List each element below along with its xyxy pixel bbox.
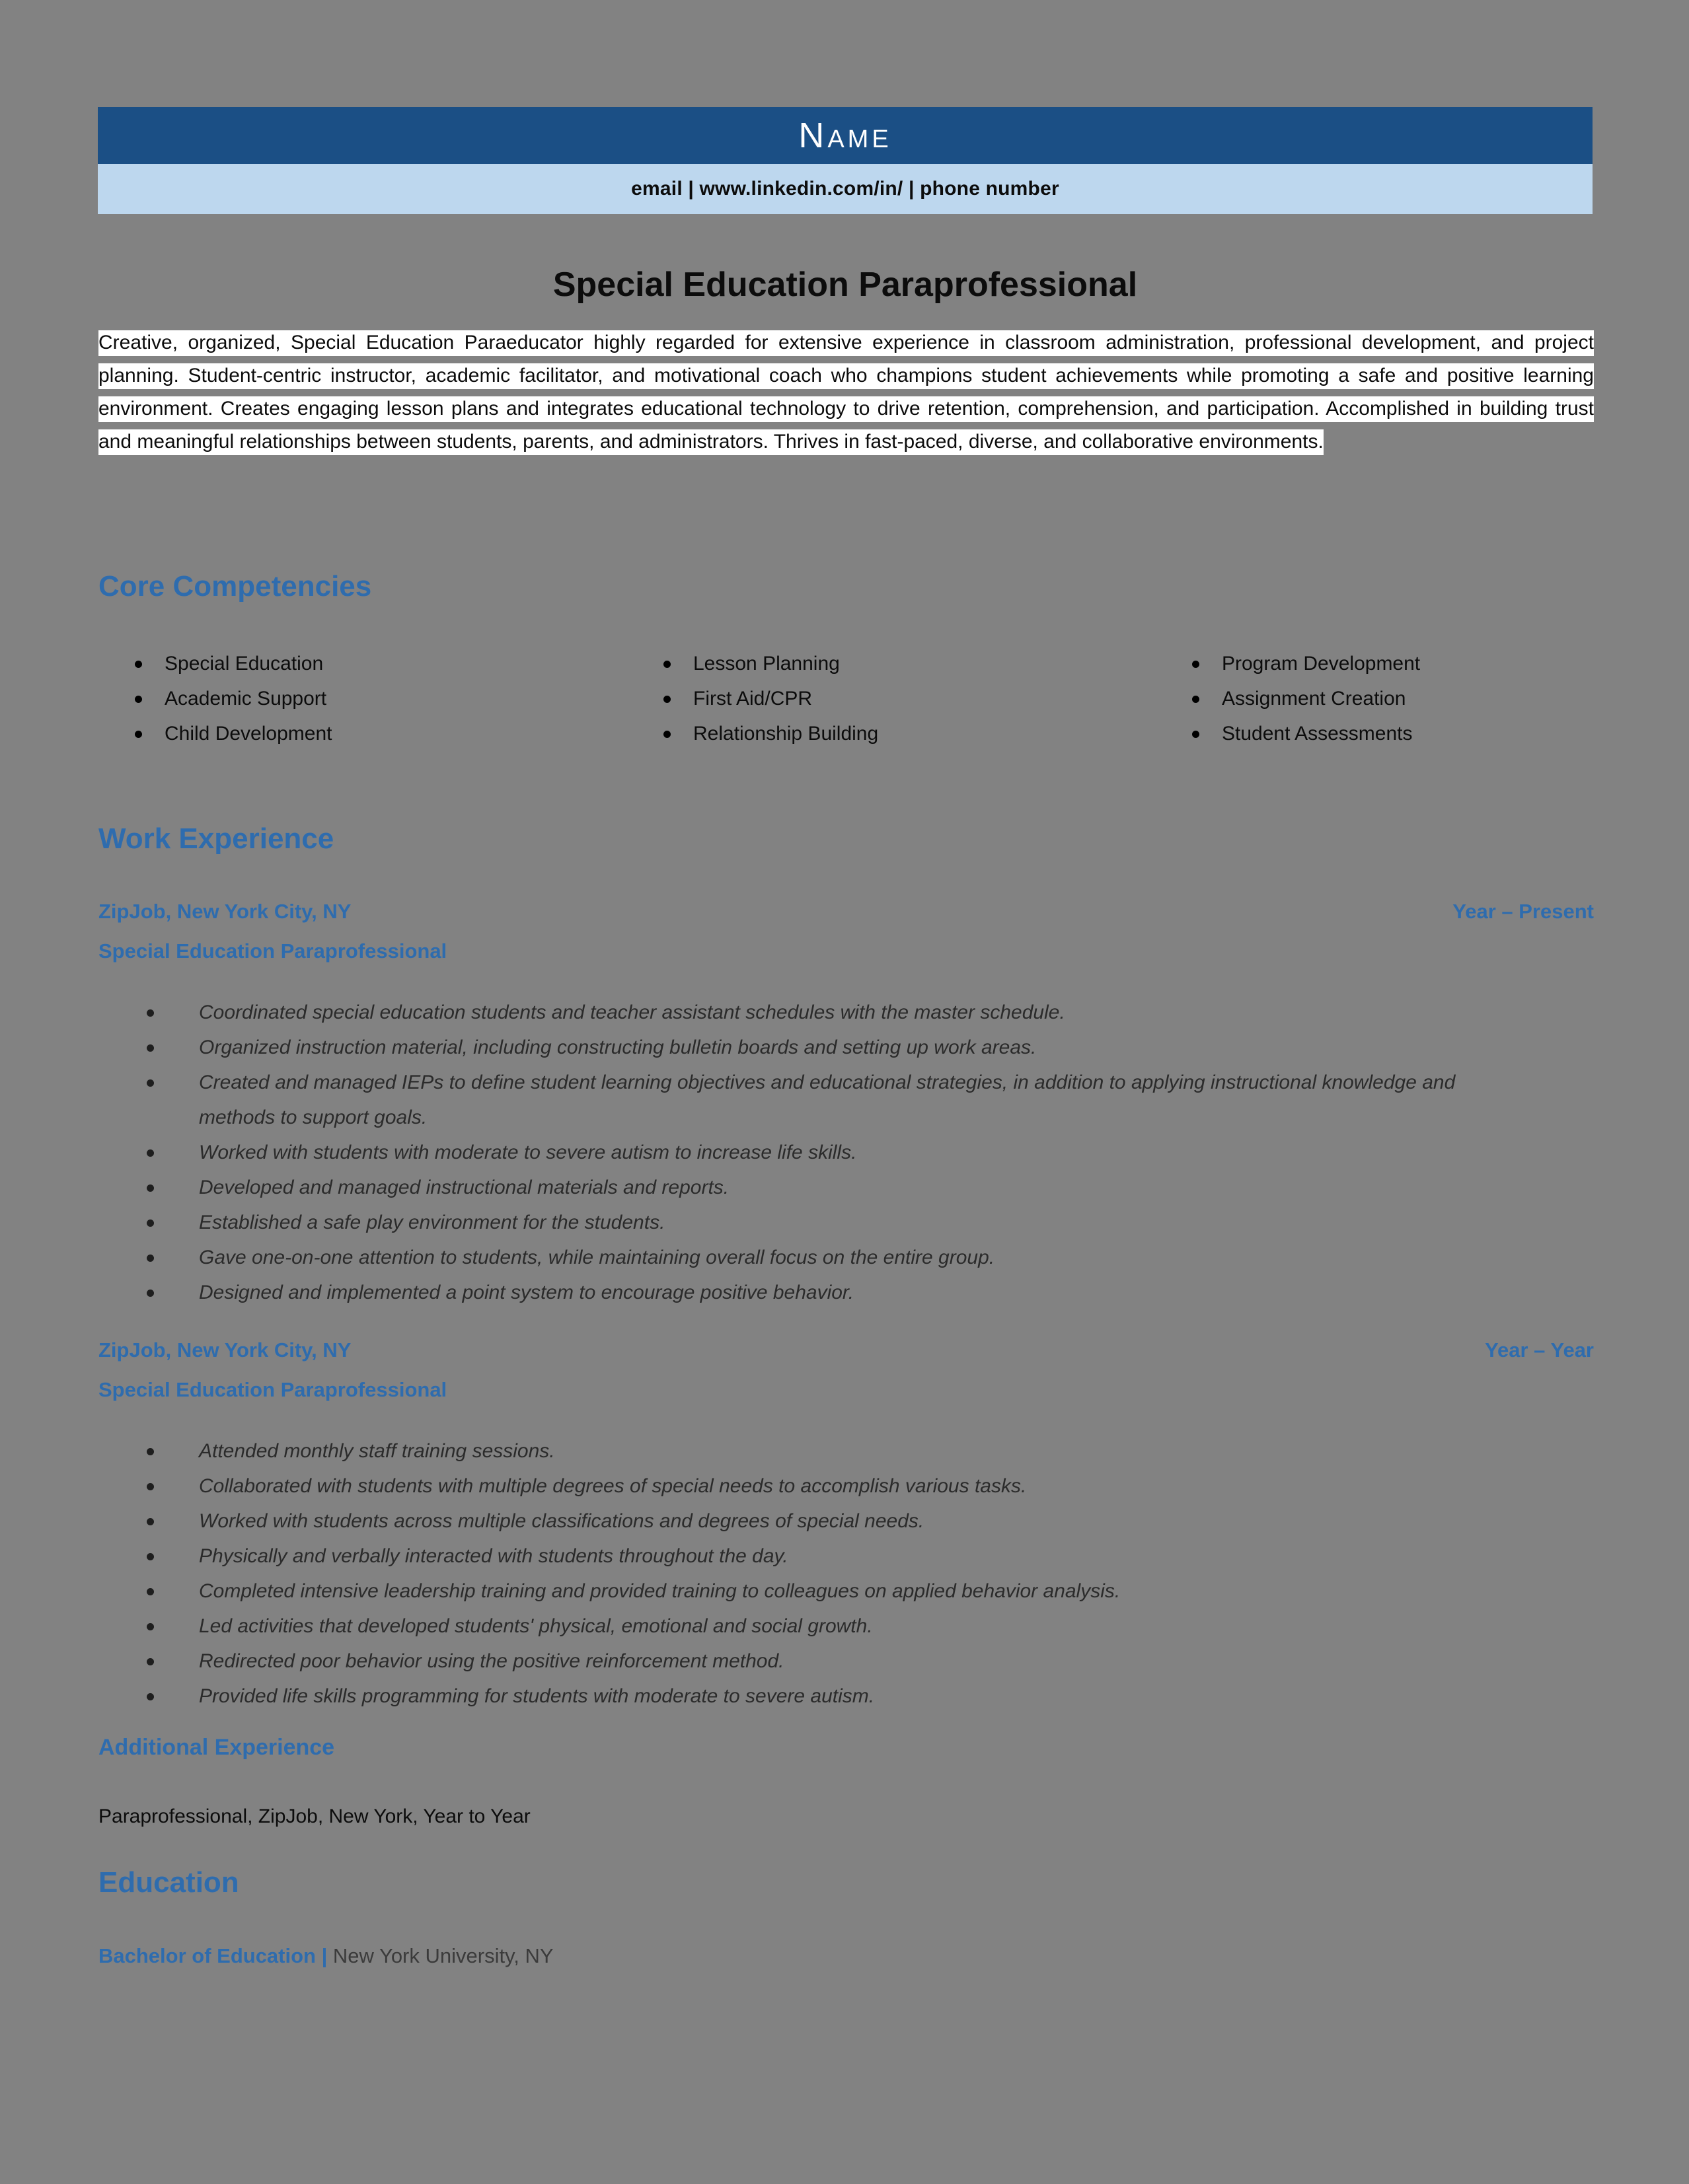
competency-label: Academic Support	[165, 688, 327, 710]
bullet-dot-icon	[135, 696, 142, 703]
job-company: ZipJob, New York City, NY	[98, 1338, 352, 1362]
list-item	[1156, 681, 1594, 716]
bullet-text: Created and managed IEPs to define student learning objectives and educational strategies, in addition to applying instructional knowledge and methods to support goals.	[199, 1072, 1456, 1128]
competency-column-1	[98, 646, 627, 751]
bullet-dot-icon	[147, 1184, 154, 1192]
job-bullet-list	[98, 995, 1594, 1310]
list-item	[98, 1644, 1594, 1679]
list-item	[627, 646, 1156, 681]
list-item	[98, 1504, 1594, 1539]
competency-label: Lesson Planning	[693, 653, 840, 674]
bullet-dot-icon	[147, 1290, 154, 1297]
job-role: Special Education Paraprofessional	[98, 939, 447, 963]
bullet-text: Led activities that developed students' physical, emotional and social growth.	[199, 1615, 873, 1637]
list-item	[98, 716, 627, 751]
section-heading-core-competencies: Core Competencies	[98, 570, 372, 602]
bullet-dot-icon	[147, 1448, 154, 1455]
competency-label: Assignment Creation	[1222, 688, 1406, 710]
bullet-text: Worked with students across multiple classifications and degrees of special needs.	[199, 1510, 924, 1532]
competency-column-2	[627, 646, 1156, 751]
job-header	[98, 897, 1594, 931]
bullet-dot-icon	[663, 696, 671, 703]
list-item	[98, 681, 627, 716]
bullet-text: Coordinated special education students and teacher assistant schedules with the master schedule.	[199, 1001, 1065, 1023]
education-entry	[98, 1942, 554, 1970]
job-header	[98, 1336, 1594, 1370]
job-role: Special Education Paraprofessional	[98, 1378, 447, 1401]
list-item	[1156, 716, 1594, 751]
list-item	[1156, 646, 1594, 681]
bullet-dot-icon	[147, 1219, 154, 1227]
competency-label: First Aid/CPR	[693, 688, 813, 710]
list-item	[98, 1679, 1594, 1714]
additional-experience-entry: Paraprofessional, ZipJob, New York, Year to Year	[98, 1805, 531, 1827]
bullet-dot-icon	[135, 731, 142, 738]
bullet-text: Gave one-on-one attention to students, while maintaining overall focus on the entire group.	[199, 1247, 995, 1268]
bullet-dot-icon	[147, 1693, 154, 1700]
bullet-dot-icon	[663, 731, 671, 738]
list-item	[98, 1434, 1594, 1469]
section-heading-additional-experience: Additional Experience	[98, 1735, 335, 1760]
competency-label: Student Assessments	[1222, 723, 1413, 745]
bullet-dot-icon	[1192, 696, 1199, 703]
competency-label: Relationship Building	[693, 723, 879, 745]
bullet-dot-icon	[147, 1658, 154, 1665]
education-separator: |	[321, 1944, 328, 1967]
bullet-text: Completed intensive leadership training and provided training to colleagues on applied behavior analysis.	[199, 1580, 1121, 1602]
bullet-text: Provided life skills programming for students with moderate to severe autism.	[199, 1685, 875, 1707]
bullet-dot-icon	[147, 1009, 154, 1017]
competency-label: Program Development	[1222, 653, 1421, 674]
list-item	[98, 1170, 1594, 1205]
page-title: Special Education Paraprofessional	[552, 266, 1138, 304]
list-item	[98, 1609, 1594, 1644]
bullet-dot-icon	[147, 1553, 154, 1560]
job-dates: Year – Present	[1452, 900, 1594, 923]
list-item	[98, 1030, 1594, 1065]
professional-summary	[98, 326, 1594, 458]
list-item	[98, 1469, 1594, 1504]
bullet-text: Redirected poor behavior using the positive reinforcement method.	[199, 1650, 784, 1672]
list-item	[98, 995, 1594, 1030]
list-item	[98, 1135, 1594, 1170]
section-heading-education: Education	[98, 1866, 239, 1899]
list-item	[98, 646, 627, 681]
competency-column-3	[1156, 646, 1594, 751]
bullet-dot-icon	[147, 1588, 154, 1595]
bullet-text: Physically and verbally interacted with students throughout the day.	[199, 1545, 788, 1567]
competency-label: Special Education	[165, 653, 324, 674]
job-company: ZipJob, New York City, NY	[98, 900, 352, 923]
bullet-dot-icon	[663, 661, 671, 668]
name-banner	[98, 107, 1593, 164]
bullet-text: Designed and implemented a point system to encourage positive behavior.	[199, 1282, 854, 1303]
list-item	[98, 1240, 1594, 1275]
bullet-dot-icon	[1192, 661, 1199, 668]
work-experience-entry	[98, 1336, 1594, 1714]
job-dates: Year – Year	[1485, 1338, 1594, 1362]
bullet-dot-icon	[147, 1623, 154, 1630]
list-item	[98, 1205, 1594, 1240]
education-school: New York University, NY	[332, 1944, 554, 1967]
core-competencies-grid	[98, 646, 1594, 751]
bullet-dot-icon	[147, 1518, 154, 1525]
bullet-text: Established a safe play environment for the students.	[199, 1212, 665, 1233]
list-item	[98, 1574, 1594, 1609]
bullet-text: Attended monthly staff training sessions.	[199, 1440, 555, 1462]
bullet-dot-icon	[147, 1044, 154, 1052]
competency-label: Child Development	[165, 723, 332, 745]
bullet-dot-icon	[147, 1483, 154, 1490]
education-degree: Bachelor of Education	[98, 1944, 316, 1967]
bullet-text: Developed and managed instructional materials and reports.	[199, 1177, 730, 1198]
work-experience-entry	[98, 897, 1594, 1310]
candidate-name: Name	[798, 116, 892, 155]
list-item	[627, 716, 1156, 751]
bullet-dot-icon	[147, 1079, 154, 1087]
summary-text: Creative, organized, Special Education Paraeducator highly regarded for extensive experience in classroom administration, professional development, and project planning. Student-centric instructor, academic facilitator, and motivational coach who champions student achievements while promoting a safe and positive learning environment. Creates engaging lesson plans and integrates educational technology to drive retention, comprehension, and participation. Accomplished in building trust and meaningful relationships between students, parents, and administrators. Thrives in fast-paced, diverse, and collaborative environments.	[98, 330, 1594, 455]
list-item	[98, 1065, 1594, 1135]
list-item	[627, 681, 1156, 716]
contact-banner	[98, 164, 1593, 214]
contact-line: email | www.linkedin.com/in/ | phone number	[631, 178, 1059, 200]
bullet-text: Organized instruction material, including constructing bulletin boards and setting up work areas.	[199, 1037, 1037, 1058]
list-item	[98, 1539, 1594, 1574]
bullet-text: Collaborated with students with multiple degrees of special needs to accomplish various tasks.	[199, 1475, 1027, 1497]
bullet-dot-icon	[1192, 731, 1199, 738]
section-heading-work-experience: Work Experience	[98, 822, 334, 855]
list-item	[98, 1275, 1594, 1310]
bullet-text: Worked with students with moderate to severe autism to increase life skills.	[199, 1142, 857, 1163]
bullet-dot-icon	[147, 1149, 154, 1157]
job-bullet-list	[98, 1434, 1594, 1714]
bullet-dot-icon	[135, 661, 142, 668]
bullet-dot-icon	[147, 1255, 154, 1262]
